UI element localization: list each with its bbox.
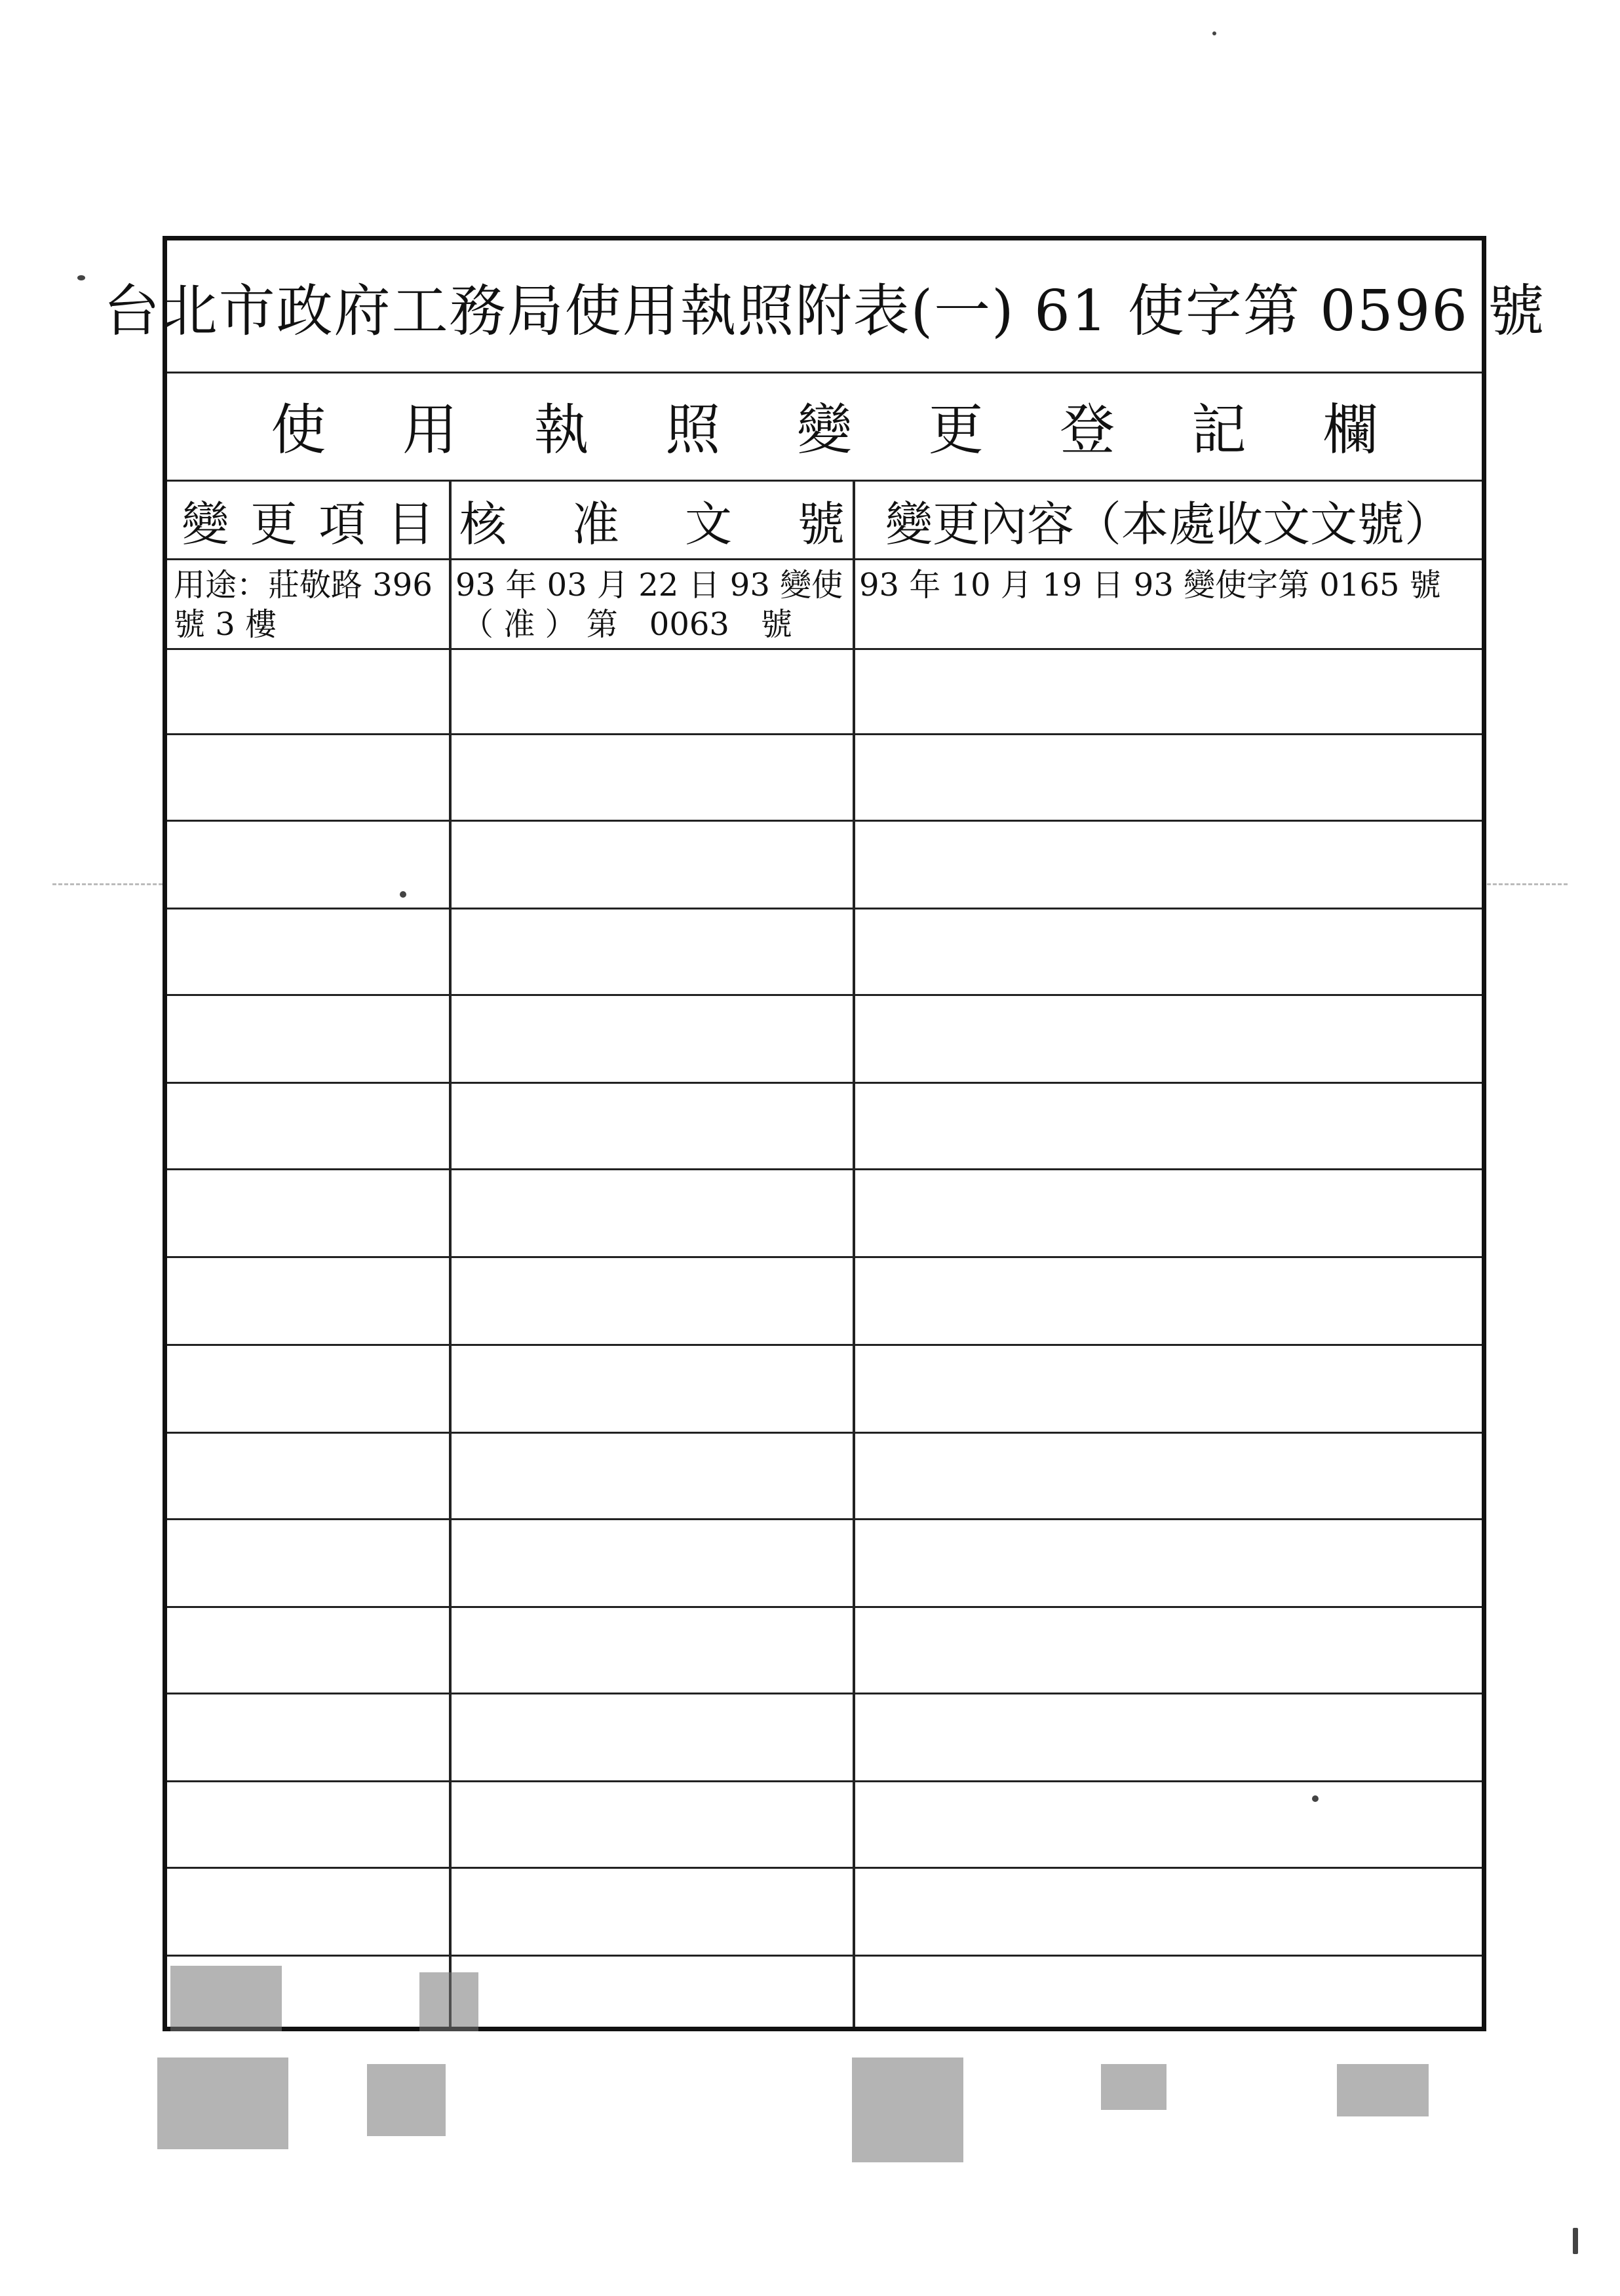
section-title-char: 變 [796, 398, 852, 462]
section-title-char: 執 [533, 398, 589, 462]
section-title-char: 照 [665, 398, 721, 462]
scan-speck [1312, 1795, 1319, 1802]
header-change-item: 變 更 項 目 [167, 482, 449, 560]
row-rule [167, 1344, 1482, 1346]
item-line-2: 號 3 樓 [174, 606, 277, 643]
section-title-char: 使 [271, 398, 326, 462]
section-title-char: 用 [402, 398, 457, 462]
registration-table [103, 236, 1546, 2031]
approval-line-1: 93 年 03 月 22 日 93 變使 [455, 567, 843, 603]
scan-speck [1573, 2228, 1578, 2254]
row-rule [167, 1606, 1482, 1608]
content-line-1: 93 年 10 月 19 日 93 變使字第 0165 號 [859, 567, 1441, 603]
section-title-char: 記 [1191, 398, 1246, 462]
column-divider [449, 482, 452, 2027]
column-divider [853, 482, 855, 2027]
scan-speck [77, 275, 85, 280]
scan-speck [1212, 31, 1216, 35]
row-rule [167, 648, 1482, 650]
row-rule [167, 1082, 1482, 1084]
row-rule [167, 820, 1482, 822]
header-approval-number: 核 准 文 號 [452, 482, 853, 560]
header-change-content: 變更內容（本處收文文號） [855, 482, 1482, 560]
scan-noise [852, 2057, 963, 2162]
row-rule [167, 1432, 1482, 1434]
row-rule [167, 1518, 1482, 1520]
row-rule [167, 908, 1482, 909]
row-rule [167, 1867, 1482, 1869]
scan-noise [1337, 2064, 1429, 2116]
section-title-char: 欄 [1322, 398, 1378, 462]
approval-line-2: （ 准 ） 第 0063 號 [462, 606, 792, 643]
document-title: 台北市政府工務局使用執照附表(一) 61 使字第 0596 號 [167, 240, 1482, 373]
row-rule [167, 994, 1482, 996]
scan-noise [367, 2064, 446, 2136]
row-rule [167, 1955, 1482, 1957]
row-rule [167, 1780, 1482, 1782]
section-title-char: 更 [928, 398, 984, 462]
row-rule [167, 1168, 1482, 1170]
row-rule [167, 1256, 1482, 1258]
row-rule [167, 733, 1482, 735]
item-line-1: 用途：莊敬路 396 [174, 567, 433, 603]
scan-noise [419, 1972, 478, 2031]
scan-noise [157, 2057, 288, 2149]
section-title-char: 登 [1060, 398, 1115, 462]
scan-speck [400, 891, 406, 898]
row-rule [167, 1693, 1482, 1694]
scan-noise [1101, 2064, 1167, 2110]
scan-noise [170, 1966, 282, 2031]
section-title [167, 372, 1482, 482]
